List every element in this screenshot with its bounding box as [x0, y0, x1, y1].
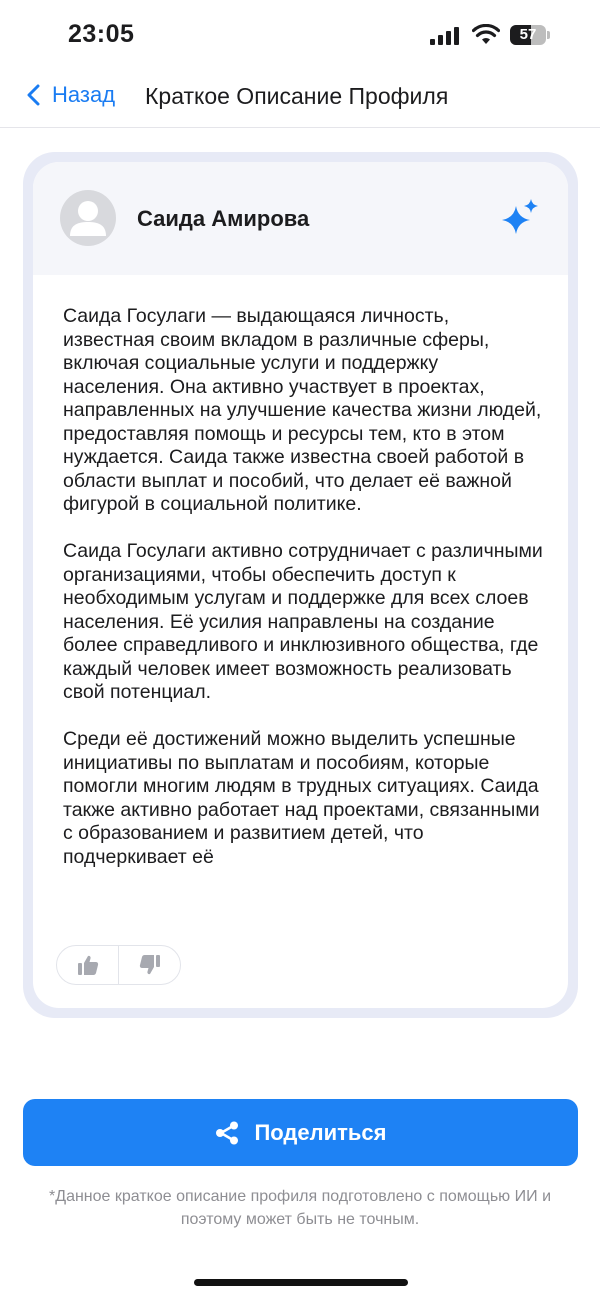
share-label: Поделиться — [254, 1119, 387, 1145]
feedback-buttons — [56, 945, 181, 985]
share-button[interactable] — [23, 1099, 578, 1166]
avatar — [60, 190, 116, 246]
summary-card — [23, 152, 578, 1018]
profile-name: Саида Амирова — [137, 206, 310, 231]
thumbs-up-icon — [77, 954, 99, 976]
status-bar — [0, 0, 600, 70]
page-title: Краткое Описание Профиля — [145, 83, 449, 109]
battery-icon — [510, 25, 550, 45]
summary-paragraph: Саида Госулаги активно сотрудничает с различными организациями, чтобы обеспечить доступ к необходимым услугам и поддержке для всех слоев населения. Её усилия направлены на создание более справедливого и инклюзивного общества, где каждый человек имеет возможность реализовать свой потенциал. — [63, 540, 543, 703]
chevron-left-icon — [26, 84, 42, 106]
nav-bar — [0, 70, 600, 128]
status-time: 23:05 — [68, 20, 135, 48]
summary-paragraph: Среди её достижений можно выделить успешные инициативы по выплатам и пособиям, которые помогли многим людям в трудных ситуациях. Саида также активно работает над проектами, связанными с образованием и развитием детей, что подчеркивает её — [63, 728, 540, 868]
thumbs-down-icon — [139, 954, 161, 976]
back-button[interactable] — [26, 82, 115, 108]
summary-paragraph: Саида Госулаги — выдающаяся личность, известная своим вкладом в различные сферы, включая социальные услуги и поддержку населения. Она активно участвует в проектах, направленных на улучшение качества жизни людей, предоставляя помощь и ресурсы тем, кто в этом нуждается. Саида также известна своей работой в области выплат и пособий, что делает её важной фигурой в социальной политике. — [63, 305, 542, 515]
share-icon — [214, 1120, 240, 1146]
ai-disclaimer: *Данное краткое описание профиля подготовлено с помощью ИИ и поэтому может быть не точным. — [49, 1188, 551, 1228]
ai-sparkle-icon — [500, 198, 540, 238]
like-button[interactable] — [57, 946, 118, 984]
profile-summary — [63, 305, 543, 929]
person-placeholder-icon — [60, 190, 116, 246]
dislike-button[interactable] — [119, 946, 180, 984]
summary-card-inner — [33, 162, 568, 1008]
wifi-icon — [472, 24, 500, 45]
home-indicator[interactable] — [194, 1279, 408, 1286]
battery-level: 57 — [519, 26, 537, 43]
signal-icon — [430, 27, 462, 45]
profile-header — [33, 162, 568, 275]
back-label: Назад — [52, 82, 116, 107]
